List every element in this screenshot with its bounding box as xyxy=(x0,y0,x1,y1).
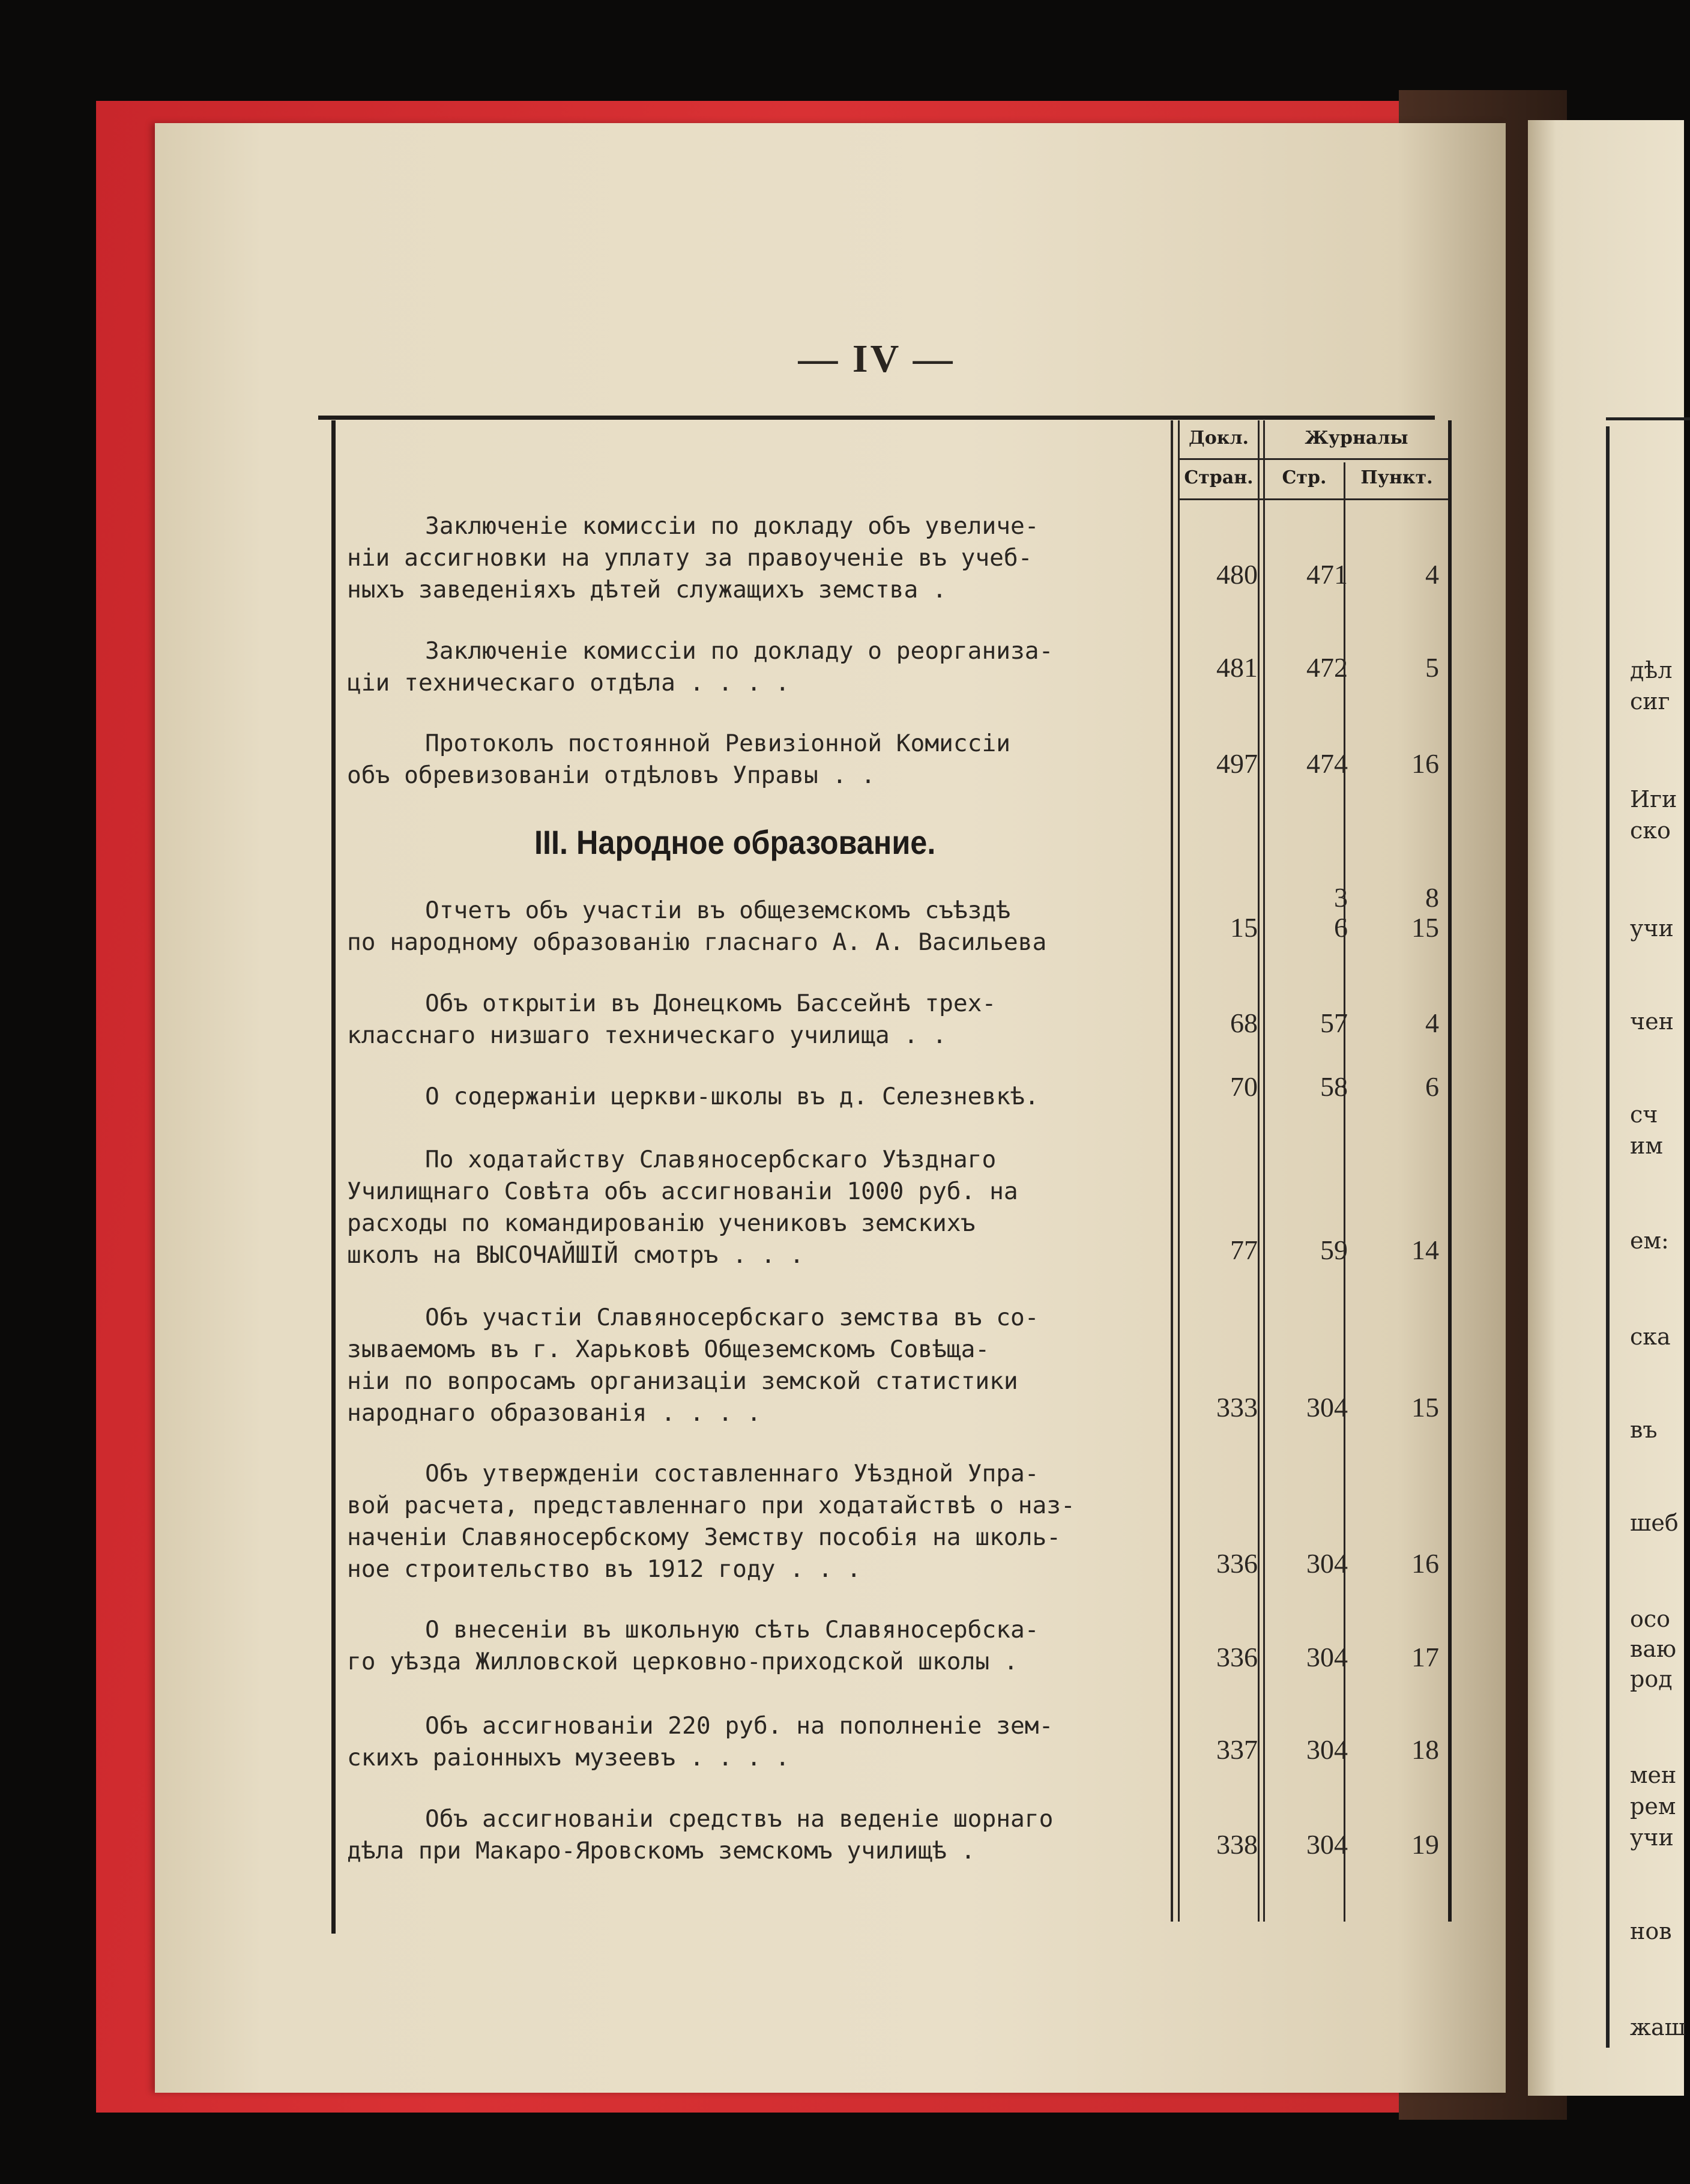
table-row: По ходатайству Славяносербскаго Уѣзднаго Училищнаго Совѣта объ ассигнованіи 1000 руб. на расходы по командированію учениковъ земскихъ школъ на ВЫСОЧАЙШІЙ смотръ . . . xyxy=(347,1146,1018,1269)
journal-page-cell: 474 xyxy=(1306,748,1348,779)
journal-page-cell: 304 xyxy=(1306,1829,1348,1860)
adjacent-text-fragment: въ xyxy=(1630,1417,1658,1443)
column-divider xyxy=(1263,420,1265,1922)
report-page-cell: 481 xyxy=(1216,652,1258,683)
journal-item-cell: 8 xyxy=(1425,882,1439,913)
report-page-cell: 333 xyxy=(1216,1392,1258,1423)
journal-page-cell: 304 xyxy=(1306,1548,1348,1579)
journal-page-cell: 3 xyxy=(1334,882,1348,913)
journal-page-cell: 304 xyxy=(1306,1734,1348,1765)
journal-item-cell: 5 xyxy=(1425,652,1439,683)
table-row: Отчетъ объ участіи въ общеземскомъ съѣздѣ по народному образованію гласнаго А. А. Васильева xyxy=(347,897,1047,956)
adjacent-text-fragment: ска xyxy=(1630,1323,1671,1350)
journal-item-cell: 19 xyxy=(1411,1829,1439,1860)
journal-item-cell: 18 xyxy=(1411,1734,1439,1765)
report-page-cell: 336 xyxy=(1216,1548,1258,1579)
report-page-cell: 337 xyxy=(1216,1734,1258,1765)
table-top-rule xyxy=(318,416,1435,420)
journal-item-cell: 17 xyxy=(1411,1642,1439,1672)
adjacent-text-fragment: ваю xyxy=(1630,1636,1677,1662)
table-row: Объ ассигнованіи средствъ на веденіе шорнаго дѣла при Макаро-Яровскомъ земскомъ училищѣ . xyxy=(347,1805,1054,1865)
header-divider xyxy=(1178,498,1448,500)
report-page-cell: 68 xyxy=(1230,1008,1258,1038)
journal-item-cell: 14 xyxy=(1411,1235,1439,1265)
adjacent-text-fragment: чен xyxy=(1630,1008,1674,1035)
adjacent-text-fragment: им xyxy=(1630,1133,1663,1159)
table-row: Объ открытіи въ Донецкомъ Бассейнѣ трех- класснаго низшаго техническаго училища . . xyxy=(347,990,997,1049)
journal-page-cell: 57 xyxy=(1320,1008,1348,1038)
adjacent-text-fragment: сиг xyxy=(1630,688,1670,715)
header-journals: Журналы xyxy=(1305,428,1408,449)
journal-item-cell: 15 xyxy=(1411,912,1439,943)
section-title: III. Народное образование. xyxy=(534,823,936,861)
journal-page-cell: 472 xyxy=(1306,652,1348,683)
adjacent-text-fragment: мен xyxy=(1630,1762,1677,1788)
table-row: Объ ассигнованіи 220 руб. на пополненіе зем- скихъ раіонныхъ музеевъ . . . . xyxy=(347,1712,1054,1771)
adjacent-text-fragment: осо xyxy=(1630,1606,1671,1632)
journal-page-cell: 304 xyxy=(1306,1392,1348,1423)
report-page-cell: 70 xyxy=(1230,1071,1258,1102)
adjacent-text-fragment: ско xyxy=(1630,817,1671,844)
adjacent-text-fragment: учи xyxy=(1630,1824,1674,1851)
journal-page-cell: 304 xyxy=(1306,1642,1348,1672)
adjacent-table-left-rule xyxy=(1606,426,1610,2048)
report-page-cell: 480 xyxy=(1216,559,1258,590)
table-row: Протоколъ постоянной Ревизіонной Комиссіи объ обревизованіи отдѣловъ Управы . . xyxy=(347,730,1011,789)
report-page-cell: 15 xyxy=(1230,912,1258,943)
report-page-cell: 497 xyxy=(1216,748,1258,779)
journal-page-cell: 59 xyxy=(1320,1235,1348,1265)
table-row: О внесеніи въ школьную сѣть Славяносербска- го уѣзда Жилловской церковно-приходской школы . xyxy=(347,1616,1039,1675)
page-number: — IV — xyxy=(798,337,955,381)
adjacent-text-fragment: рем xyxy=(1630,1793,1676,1819)
adjacent-text-fragment: ем: xyxy=(1630,1227,1669,1254)
journal-page-cell: 58 xyxy=(1320,1071,1348,1102)
journal-item-cell: 6 xyxy=(1425,1071,1439,1102)
table-row: Заключеніе комиссіи по докладу о реорганиза- ціи техническаго отдѣла . . . . xyxy=(347,637,1054,697)
journal-item-cell: 4 xyxy=(1425,1008,1439,1038)
report-page-cell: 77 xyxy=(1230,1235,1258,1265)
report-page-cell: 336 xyxy=(1216,1642,1258,1672)
adjacent-page xyxy=(1528,120,1684,2096)
adjacent-text-fragment: дѣл xyxy=(1630,657,1673,683)
table-row: О содержаніи церкви-школы въ д. Селезневкѣ. xyxy=(425,1083,1039,1110)
journal-page-cell: 471 xyxy=(1306,559,1348,590)
adjacent-text-fragment: учи xyxy=(1630,915,1674,942)
table-left-rule xyxy=(331,420,336,1934)
journal-item-cell: 16 xyxy=(1411,748,1439,779)
header-divider xyxy=(1178,458,1448,460)
header-journal-page: Стр. xyxy=(1282,467,1327,488)
adjacent-text-fragment: род xyxy=(1630,1666,1673,1692)
header-report: Докл. xyxy=(1189,428,1249,449)
journal-page-cell: 6 xyxy=(1334,912,1348,943)
table-row: Объ утвержденіи составленнаго Уѣздной Упра- вой расчета, представленнаго при ходатайствѣ о наз- наченіи Славяносербскому Земству пособія на школь- ное строительство въ 1912 году . . . xyxy=(347,1460,1075,1583)
column-divider xyxy=(1258,420,1260,1922)
adjacent-text-fragment: жаш xyxy=(1630,2014,1686,2040)
adjacent-table-top-rule xyxy=(1606,417,1690,420)
column-divider xyxy=(1178,420,1180,1922)
adjacent-text-fragment: нов xyxy=(1630,1918,1672,1944)
journal-item-cell: 15 xyxy=(1411,1392,1439,1423)
column-divider xyxy=(1171,420,1173,1922)
header-report-page: Стран. xyxy=(1184,467,1254,488)
journal-item-cell: 16 xyxy=(1411,1548,1439,1579)
table-right-rule xyxy=(1448,420,1452,1922)
report-page-cell: 338 xyxy=(1216,1829,1258,1860)
table-row: Объ участіи Славяносербскаго земства въ со- зываемомъ въ г. Харьковѣ Общеземскомъ Совѣща- ніи по вопросамъ организаціи земской статистики народнаго образованія . . . . xyxy=(347,1304,1039,1427)
adjacent-text-fragment: Иги xyxy=(1630,786,1677,812)
adjacent-text-fragment: шеб xyxy=(1630,1510,1679,1536)
header-journal-item: Пункт. xyxy=(1360,467,1433,488)
journal-item-cell: 4 xyxy=(1425,559,1439,590)
adjacent-text-fragment: сч xyxy=(1630,1101,1658,1128)
table-row: Заключеніе комиссіи по докладу объ увеличе- ніи ассигновки на уплату за правоученіе въ учеб- ныхъ заведеніяхъ дѣтей служащихъ земства . xyxy=(347,512,1039,603)
